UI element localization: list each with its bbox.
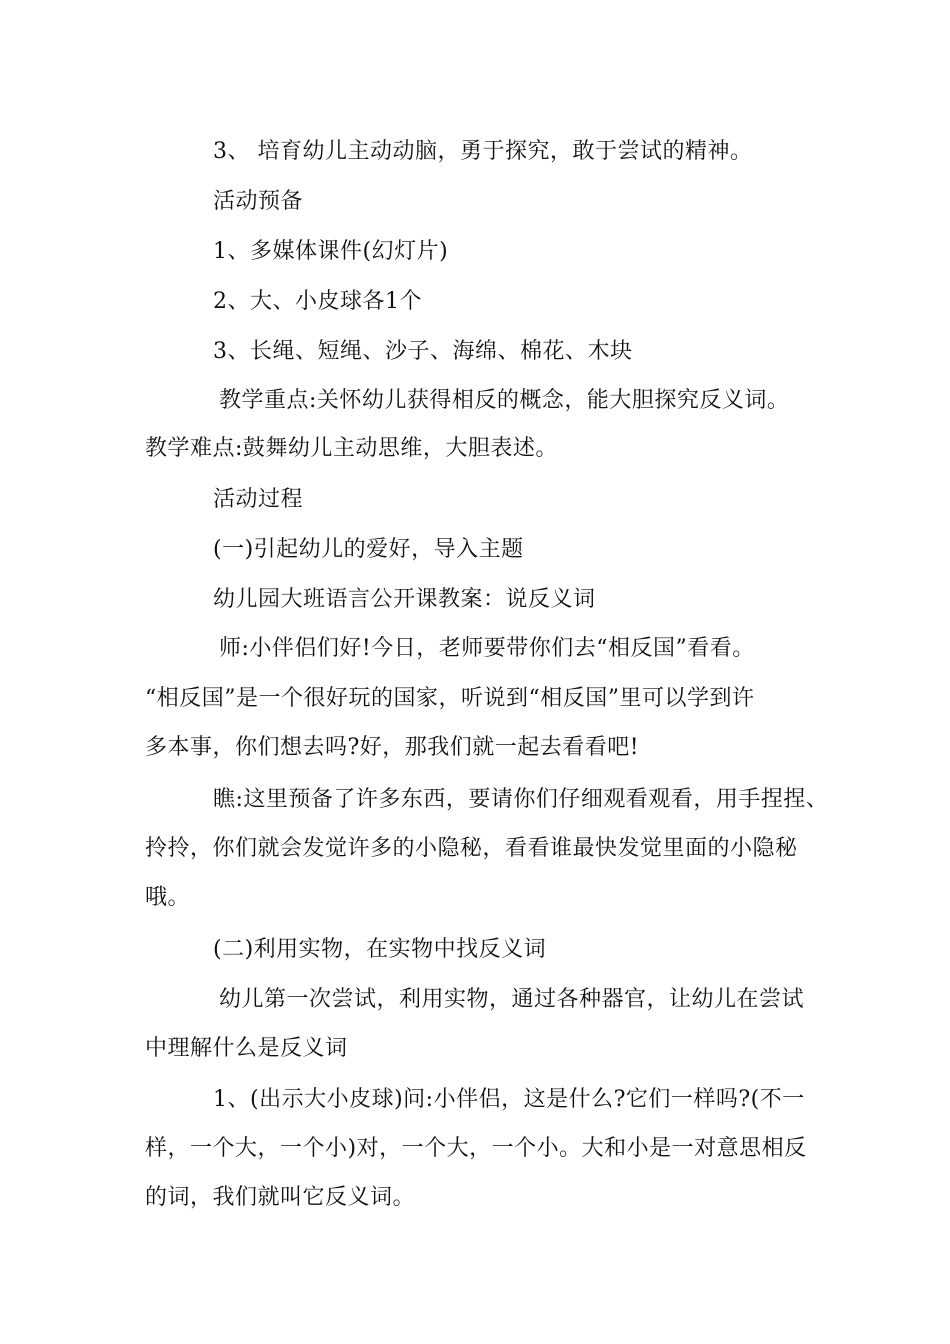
paragraph-line: 1、(出示大小皮球)问:小伴侣，这是什么?它们一样吗?(不一 — [213, 1087, 805, 1112]
paragraph-line: “相反国”是一个很好玩的国家，听说到“相反国”里可以学到许 — [145, 686, 755, 711]
section-heading: 活动预备 — [213, 189, 304, 214]
subsection-heading: (一)引起幼儿的爱好，导入主题 — [213, 537, 524, 562]
list-item: 1、多媒体课件(幻灯片) — [213, 239, 449, 264]
subsection-heading: (二)利用实物，在实物中找反义词 — [213, 937, 547, 962]
paragraph-line: 哦。 — [145, 885, 191, 910]
paragraph-line: 师:小伴侣们好!今日，老师要带你们去“相反国”看看。 — [219, 636, 755, 661]
paragraph-line: 样，一个大，一个小)对，一个大，一个小。大和小是一对意思相反 — [145, 1136, 807, 1161]
paragraph-line: 多本事，你们想去吗?好，那我们就一起去看看吧! — [145, 735, 640, 760]
section-heading: 活动过程 — [213, 487, 304, 512]
list-item: 3、长绳、短绳、沙子、海绵、棉花、木块 — [213, 339, 633, 364]
paragraph-line: 瞧:这里预备了许多东西，要请你们仔细观看观看，用手捏捏、 — [213, 787, 829, 812]
paragraph-line: 幼儿园大班语言公开课教案：说反义词 — [213, 587, 596, 612]
paragraph-line: 的词，我们就叫它反义词。 — [145, 1185, 416, 1210]
paragraph-line: 拎拎，你们就会发觉许多的小隐秘，看看谁最快发觉里面的小隐秘 — [145, 836, 798, 861]
paragraph-line: 3、 培育幼儿主动动脑，勇于探究，敢于尝试的精神。 — [213, 139, 753, 164]
paragraph-line: 中理解什么是反义词 — [145, 1036, 348, 1061]
list-item: 2、大、小皮球各1个 — [213, 289, 422, 314]
paragraph-line: 教学重点:关怀幼儿获得相反的概念，能大胆探究反义词。 — [219, 388, 790, 413]
paragraph-line: 幼儿第一次尝试，利用实物，通过各种器官，让幼儿在尝试 — [219, 987, 805, 1012]
paragraph-line: 教学难点:鼓舞幼儿主动思维，大胆表述。 — [145, 436, 558, 461]
